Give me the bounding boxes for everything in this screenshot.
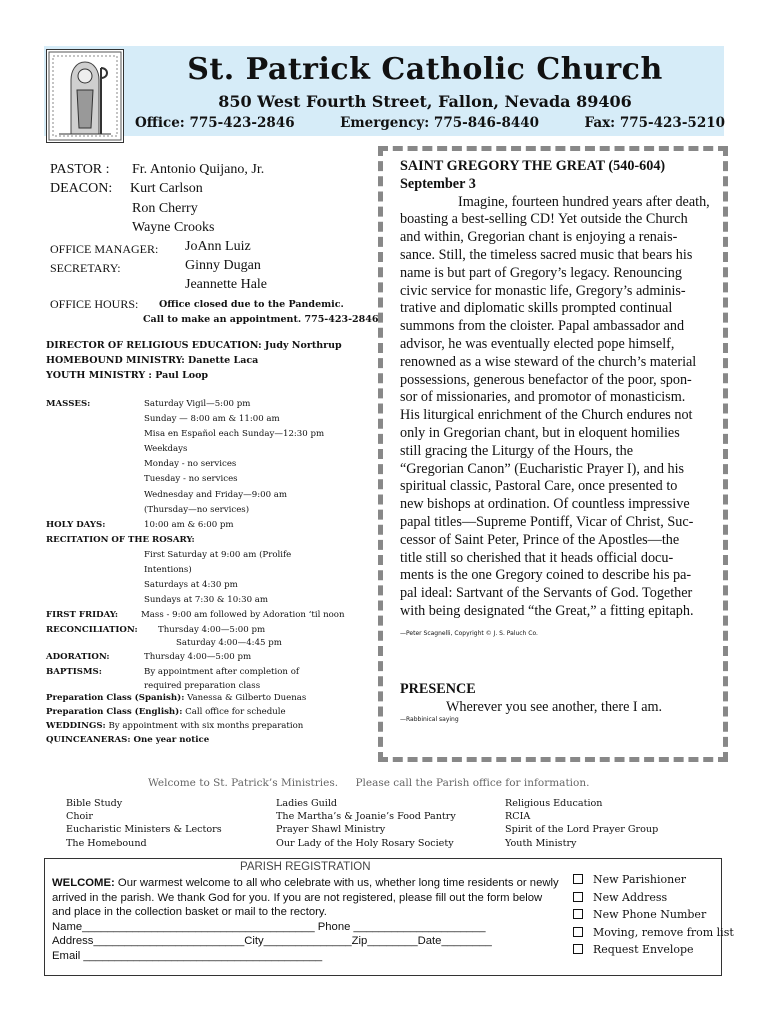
prep-spanish-label: Preparation Class (Spanish): bbox=[46, 693, 185, 703]
article-line: sor of missionaries, and promotor of monasticism. bbox=[400, 389, 686, 406]
church-address: 850 West Fourth Street, Fallon, Nevada 89406 bbox=[218, 92, 632, 111]
baptisms-info: required preparation class bbox=[144, 681, 261, 691]
article-line: cessor of Saint Peter, Prince of the Apostles—the bbox=[400, 531, 680, 548]
article-line: summons from the cloister. Papal ambassador and bbox=[400, 318, 685, 335]
rosary-time: First Saturday at 9:00 am (Prolife bbox=[144, 550, 292, 560]
deacon-name: Ron Cherry bbox=[132, 201, 198, 216]
ministries-call-text: Please call the Parish office for information. bbox=[355, 777, 590, 789]
registration-option-label: Request Envelope bbox=[593, 943, 694, 956]
deacon-label: DEACON: bbox=[50, 181, 113, 196]
rosary-label: RECITATION OF THE ROSARY: bbox=[46, 535, 195, 545]
ministry-item: Spirit of the Lord Prayer Group bbox=[505, 824, 659, 836]
presence-title: PRESENCE bbox=[400, 681, 476, 697]
office-manager-name: JoAnn Luiz bbox=[185, 239, 251, 254]
homebound-line: HOMEBOUND MINISTRY: Danette Laca bbox=[46, 355, 259, 366]
prep-spanish-names: Vanessa & Gilberto Duenas bbox=[187, 693, 307, 703]
article-line: Imagine, fourteen hundred years after death, bbox=[458, 193, 710, 210]
mass-time: Monday - no services bbox=[144, 459, 237, 469]
adoration-time: Thursday 4:00—5:00 pm bbox=[144, 652, 252, 662]
ministry-item: Prayer Shawl Ministry bbox=[276, 824, 386, 836]
prep-english-label: Preparation Class (English): bbox=[46, 707, 183, 717]
dre-line: DIRECTOR OF RELIGIOUS EDUCATION: Judy Northrup bbox=[46, 340, 342, 351]
ministry-item: Choir bbox=[66, 811, 93, 823]
weddings-label: WEDDINGS: bbox=[46, 721, 106, 731]
registration-heading: PARISH REGISTRATION bbox=[240, 861, 371, 873]
registration-welcome bbox=[52, 876, 562, 920]
masses-label: MASSES: bbox=[46, 399, 91, 409]
article-line: with being designated “the Great,” a fitting epitaph. bbox=[400, 602, 694, 619]
article-title: SAINT GREGORY THE GREAT (540-604) bbox=[400, 158, 666, 174]
article-line: still gracing the Liturgy of the Hours, the bbox=[400, 442, 633, 459]
article-line: spiritual classic, Pastoral Care, once presented to bbox=[400, 478, 678, 495]
deacon-name: Kurt Carlson bbox=[130, 181, 203, 196]
pastor-name: Fr. Antonio Quijano, Jr. bbox=[132, 162, 265, 177]
saint-patrick-image bbox=[46, 49, 124, 143]
prep-english bbox=[46, 707, 286, 717]
registration-welcome-label: WELCOME: bbox=[52, 877, 115, 889]
office-hours-call: Call to make an appointment. 775-423-2846 bbox=[143, 314, 379, 325]
checkbox-icon[interactable] bbox=[573, 874, 583, 884]
deacon-name: Wayne Crooks bbox=[132, 220, 215, 235]
article-line: sance. Still, the timeless sacred music that bears his bbox=[400, 246, 693, 263]
emergency-phone: Emergency: 775-846-8440 bbox=[340, 115, 540, 131]
rosary-time: Saturdays at 4:30 pm bbox=[144, 580, 238, 590]
reconciliation-label: RECONCILIATION: bbox=[46, 625, 138, 635]
ministries-welcome-text: Welcome to St. Patrick’s Ministries. bbox=[148, 777, 339, 789]
article-line: renowned as a wise steward of the church’s material bbox=[400, 353, 697, 370]
ministries-welcome bbox=[148, 777, 589, 789]
church-name: St. Patrick Catholic Church bbox=[187, 52, 663, 87]
office-phone: Office: 775-423-2846 bbox=[135, 115, 295, 131]
office-manager-label: OFFICE MANAGER: bbox=[50, 242, 159, 256]
ministry-item: Eucharistic Ministers & Lectors bbox=[66, 824, 222, 836]
contact-phones bbox=[135, 115, 725, 131]
ministry-item: RCIA bbox=[505, 811, 531, 823]
mass-time: Wednesday and Friday—9:00 am bbox=[144, 490, 288, 500]
office-hours-label: OFFICE HOURS: bbox=[50, 297, 139, 311]
ministry-item: The Martha’s & Joanie’s Food Pantry bbox=[276, 811, 456, 823]
article-line: boasting a best-selling CD! Yet outside the Church bbox=[400, 211, 688, 228]
weddings bbox=[46, 721, 303, 731]
prep-spanish bbox=[46, 693, 306, 703]
registration-text bbox=[52, 876, 562, 964]
checkbox-icon[interactable] bbox=[573, 892, 583, 902]
rosary-time: Intentions) bbox=[144, 565, 192, 575]
secretary-name: Ginny Dugan bbox=[185, 258, 261, 273]
article-line: ments is the one Gregory coined to describe his pa- bbox=[400, 567, 692, 584]
adoration-label: ADORATION: bbox=[46, 652, 110, 662]
registration-option[interactable] bbox=[573, 891, 734, 909]
presence-text: Wherever you see another, there I am. bbox=[446, 699, 663, 715]
mass-time: Weekdays bbox=[144, 444, 188, 454]
office-hours-note: Office closed due to the Pandemic. bbox=[159, 299, 344, 310]
secretary-label: SECRETARY: bbox=[50, 261, 121, 275]
holy-days-label: HOLY DAYS: bbox=[46, 520, 106, 530]
article-line: His liturgical enrichment of the Church endures not bbox=[400, 407, 693, 424]
mass-time: Tuesday - no services bbox=[144, 474, 238, 484]
registration-option-label: New Parishioner bbox=[593, 873, 687, 886]
ministry-item: Ladies Guild bbox=[276, 798, 338, 809]
registration-option[interactable] bbox=[573, 873, 734, 891]
article-line: “Gregorian Canon” (Eucharistic Prayer I), and his bbox=[400, 460, 685, 477]
article-line: name is but part of Gregory’s legacy. Renouncing bbox=[400, 264, 682, 281]
baptisms-info: By appointment after completion of bbox=[144, 667, 300, 677]
quinceaneras: QUINCEANERAS: One year notice bbox=[46, 735, 210, 745]
article-date: September 3 bbox=[400, 175, 476, 192]
article-line: civic service for monastic life, Gregory’s adminis- bbox=[400, 282, 686, 299]
baptisms-label: BAPTISMS: bbox=[46, 667, 102, 677]
mass-time: Sunday — 8:00 am & 11:00 am bbox=[144, 414, 280, 424]
article-line: only in Gregorian chant, but in eloquent homilies bbox=[400, 424, 680, 441]
registration-welcome-body: Our warmest welcome to all who celebrate with us, whether long time residents or newly arrived in the parish. We thank God for you. If you are not registered, please fill out the form below and place in the collection basket or mail to the rectory. bbox=[52, 877, 559, 919]
weddings-info: By appointment with six months preparation bbox=[108, 721, 304, 731]
ministry-item: Our Lady of the Holy Rosary Society bbox=[276, 837, 454, 849]
checkbox-icon[interactable] bbox=[573, 944, 583, 954]
registration-option[interactable] bbox=[573, 943, 734, 961]
article-line: pal ideal: Sartvant of the Servants of God. Together bbox=[400, 585, 693, 602]
mass-time: Misa en Español each Sunday—12:30 pm bbox=[144, 429, 325, 439]
email-field[interactable]: Email ______________________________________ bbox=[52, 949, 323, 962]
article-line: advisor, he was eventually elected pope himself, bbox=[400, 335, 675, 352]
prep-english-info: Call office for schedule bbox=[185, 707, 286, 717]
reconciliation-time: Thursday 4:00—5:00 pm bbox=[158, 625, 266, 635]
registration-option-label: Moving, remove from list bbox=[593, 925, 734, 939]
registration-options bbox=[573, 873, 734, 961]
ministry-item: The Homebound bbox=[66, 837, 147, 849]
registration-option[interactable] bbox=[573, 908, 734, 926]
first-friday-time: Mass - 9:00 am followed by Adoration ‘til noon bbox=[141, 610, 345, 620]
ministries-column-1 bbox=[66, 797, 222, 850]
article-citation: —Peter Scagnelli, Copyright © J. S. Paluch Co. bbox=[400, 629, 538, 637]
fax-number: Fax: 775-423-5210 bbox=[584, 115, 725, 131]
pastor-label: PASTOR : bbox=[50, 162, 110, 177]
youth-line: YOUTH MINISTRY : Paul Loop bbox=[46, 370, 209, 381]
ministries-column-3 bbox=[505, 797, 658, 850]
article-line: trative and diplomatic skills prompted continual bbox=[400, 300, 673, 317]
article-body bbox=[400, 194, 718, 621]
name-phone-field[interactable]: Name_____________________________________ Phone _____________________ bbox=[52, 920, 486, 933]
saint-article bbox=[400, 158, 718, 643]
ministry-item: Youth Ministry bbox=[505, 837, 577, 849]
registration-option[interactable] bbox=[573, 926, 734, 944]
registration-option-label: New Address bbox=[593, 890, 668, 904]
article-line: papal titles—Supreme Pontiff, Vicar of Christ, Suc- bbox=[400, 513, 694, 530]
article-line: new bishops at ordination. Of countless impressive bbox=[400, 496, 690, 513]
article-line: possessions, generous benefactor of the poor, spon- bbox=[400, 371, 692, 388]
reconciliation-time: Saturday 4:00—4:45 pm bbox=[176, 638, 282, 648]
mass-time: (Thursday—no services) bbox=[144, 505, 250, 515]
ministries-column-2 bbox=[276, 797, 456, 850]
holy-days-time: 10:00 am & 6:00 pm bbox=[144, 520, 234, 530]
presence-citation: —Rabbinical saying bbox=[400, 716, 459, 723]
mass-time: Saturday Vigil—5:00 pm bbox=[144, 399, 251, 409]
article-line: title still so cherished that it heads official docu- bbox=[400, 549, 674, 566]
rosary-time: Sundays at 7:30 & 10:30 am bbox=[144, 595, 269, 605]
first-friday-label: FIRST FRIDAY: bbox=[46, 610, 119, 620]
article-line: and within, Gregorian chant is enjoying a renais- bbox=[400, 229, 678, 246]
checkbox-icon[interactable] bbox=[573, 927, 583, 937]
ministry-item: Religious Education bbox=[505, 798, 603, 809]
ministry-item: Bible Study bbox=[66, 798, 123, 809]
checkbox-icon[interactable] bbox=[573, 909, 583, 919]
registration-option-label: New Phone Number bbox=[593, 908, 707, 921]
secretary-name: Jeannette Hale bbox=[185, 277, 268, 292]
address-field[interactable]: Address________________________City______________Zip________Date________ bbox=[52, 935, 492, 948]
